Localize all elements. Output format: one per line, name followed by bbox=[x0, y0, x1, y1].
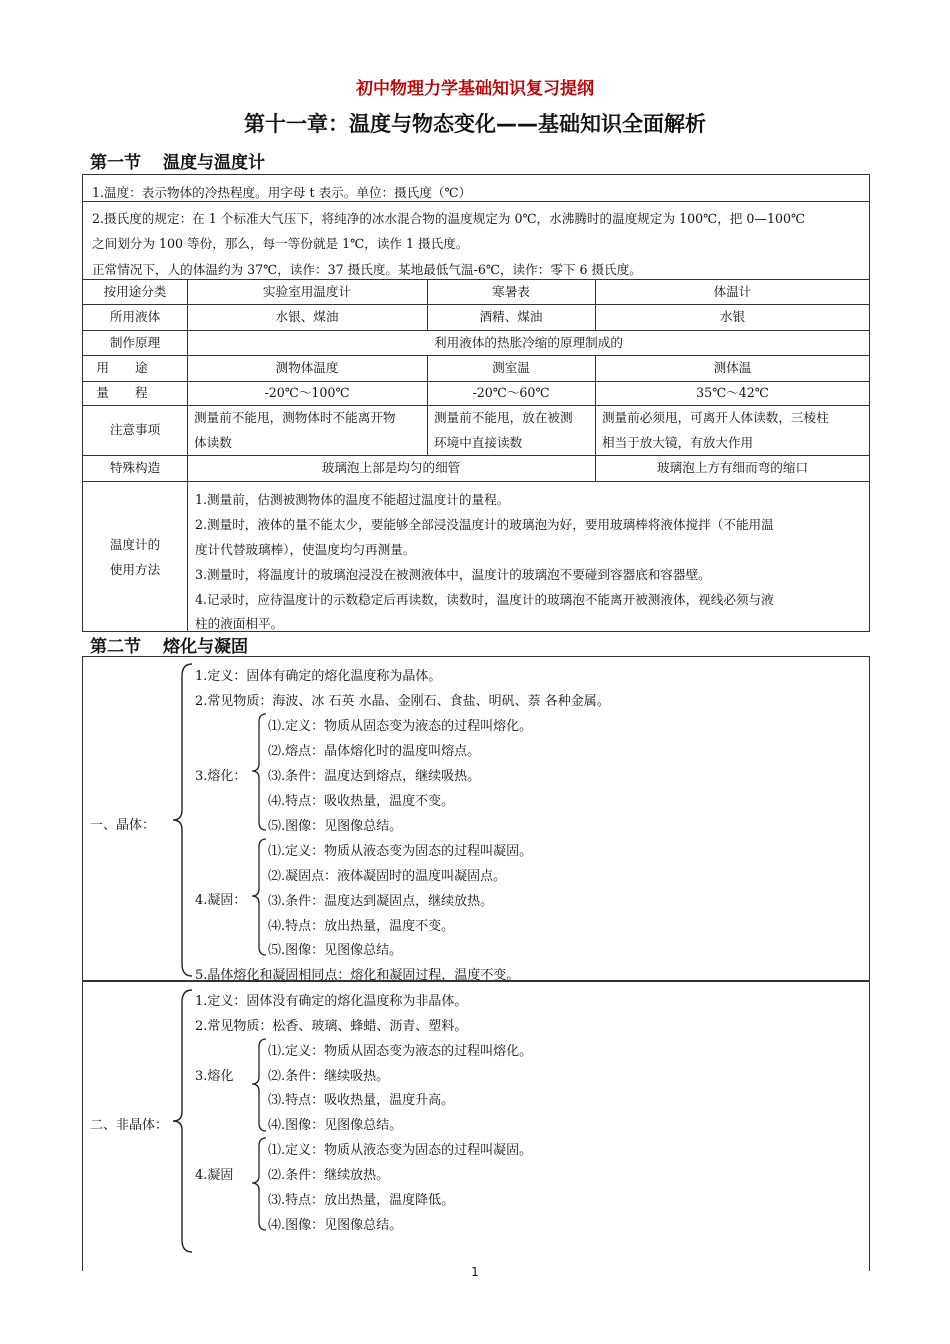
usage-step: 1.测量前，估测被测物体的温度不能超过温度计的量程。 bbox=[195, 492, 510, 507]
table-cell: 测物体温度 bbox=[275, 360, 339, 375]
celsius-definition-line: 之间划分为 100 等份，那么，每一等份就是 1℃，读作 1 摄氏度。 bbox=[92, 236, 469, 251]
temperature-definition: 1.温度：表示物体的冷热程度。用字母 t 表示。单位：摄氏度（℃） bbox=[92, 185, 472, 200]
table-cell: 所用液体 bbox=[109, 309, 161, 324]
brace-icon bbox=[170, 662, 194, 978]
outline-subitem: ⑷.图像：见图像总结。 bbox=[268, 1218, 403, 1233]
brace-icon bbox=[250, 1037, 268, 1133]
outline-subitem: ⑷.特点：放出热量，温度不变。 bbox=[268, 919, 455, 934]
thermometer-table bbox=[82, 174, 870, 632]
amorphous-label: 二、非晶体： bbox=[90, 1118, 169, 1133]
table-cell: 玻璃泡上部是均匀的细管 bbox=[321, 460, 461, 475]
outline-item: 4.凝固 bbox=[195, 1168, 234, 1183]
brace-icon bbox=[250, 712, 268, 832]
table-cell-line: 测量前不能甩，测物体时不能离开物 bbox=[194, 410, 396, 425]
outline-subitem: ⑴.定义：物质从液态变为固态的过程叫凝固。 bbox=[268, 844, 533, 859]
celsius-definition-line: 2.摄氏度的规定：在 1 个标准大气压下，将纯净的冰水混合物的温度规定为 0℃，水沸腾时的温度规定为 100℃，把 0—100℃ bbox=[92, 211, 806, 226]
section-title: 温度与温度计 bbox=[163, 153, 265, 173]
table-cell: 用途 bbox=[96, 360, 174, 375]
table-header: 体温计 bbox=[713, 283, 752, 299]
chapter-title: 第十一章：温度与物态变化——基础知识全面解析 bbox=[244, 112, 706, 136]
section-title: 熔化与凝固 bbox=[163, 637, 248, 657]
outline-subitem: ⑷.图像：见图像总结。 bbox=[268, 1118, 403, 1133]
outline-item: 2.常见物质：海波、冰 石英 水晶、金刚石、食盐、明矾、萘 各种金属。 bbox=[195, 694, 610, 709]
outline-subitem: ⑵.条件：继续吸热。 bbox=[268, 1069, 390, 1084]
outline-item: 4.凝固： bbox=[195, 893, 247, 908]
table-cell: 注意事项 bbox=[109, 422, 161, 437]
outline-subitem: ⑴.定义：物质从固态变为液态的过程叫熔化。 bbox=[268, 1044, 533, 1059]
outline-item: 3.熔化： bbox=[195, 769, 247, 784]
table-cell-line: 温度计的 bbox=[109, 536, 161, 552]
brace-icon bbox=[250, 837, 268, 957]
table-cell: 水银 bbox=[719, 309, 746, 324]
table-header: 实验室用温度计 bbox=[262, 283, 352, 299]
brace-icon bbox=[170, 988, 194, 1254]
table-cell-line: 测量前不能甩，放在被测 bbox=[434, 410, 573, 425]
usage-step: 2.测量时，液体的量不能太少，要能够全部浸没温度计的玻璃泡为好，要用玻璃棒将液体搅拌（不能用温 bbox=[195, 517, 774, 532]
section-number: 第二节 bbox=[90, 637, 141, 657]
body-temperature-note: 正常情况下，人的体温约为 37℃，读作：37 摄氏度。某地最低气温-6℃，读作：零下 6 摄氏度。 bbox=[92, 262, 642, 277]
outline-subitem: ⑵.条件：继续放热。 bbox=[268, 1168, 390, 1183]
outline-subitem: ⑸.图像：见图像总结。 bbox=[268, 819, 403, 834]
outline-subitem: ⑶.条件：温度达到熔点，继续吸热。 bbox=[268, 769, 481, 784]
outline-subitem: ⑵.凝固点：液体凝固时的温度叫凝固点。 bbox=[268, 869, 507, 884]
usage-step: 3.测量时，将温度计的玻璃泡浸没在被测液体中，温度计的玻璃泡不要碰到容器底和容器壁。 bbox=[195, 567, 711, 582]
outline-item: 2.常见物质：松香、玻璃、蜂蜡、沥青、塑料。 bbox=[195, 1019, 468, 1034]
table-cell: 酒精、煤油 bbox=[479, 309, 543, 324]
table-cell: 制作原理 bbox=[109, 334, 161, 350]
outline-subitem: ⑵.熔点：晶体熔化时的温度叫熔点。 bbox=[268, 744, 481, 759]
table-cell: 测室温 bbox=[492, 360, 530, 375]
table-cell: -20℃～60℃ bbox=[472, 385, 550, 400]
document-title: 初中物理力学基础知识复习提纲 bbox=[356, 79, 594, 99]
outline-item: 5.晶体熔化和凝固相同点：熔化和凝固过程，温度不变。 bbox=[195, 968, 520, 983]
outline-subitem: ⑸.图像：见图像总结。 bbox=[268, 943, 403, 958]
table-cell: 特殊构造 bbox=[109, 460, 161, 475]
outline-subitem: ⑴.定义：物质从固态变为液态的过程叫熔化。 bbox=[268, 719, 533, 734]
outline-item: 3.熔化 bbox=[195, 1069, 234, 1084]
section-heading-1 bbox=[90, 148, 265, 173]
table-cell: 35℃～42℃ bbox=[696, 385, 769, 400]
table-cell-line: 体读数 bbox=[194, 435, 232, 450]
crystal-label: 一、晶体： bbox=[90, 818, 156, 833]
table-cell: 测体温 bbox=[713, 360, 752, 375]
table-header: 寒暑表 bbox=[492, 283, 530, 299]
section-number: 第一节 bbox=[90, 153, 141, 173]
table-header: 按用途分类 bbox=[103, 283, 167, 299]
table-cell-line: 使用方法 bbox=[109, 561, 161, 577]
outline-subitem: ⑶.条件：温度达到凝固点，继续放热。 bbox=[268, 894, 494, 909]
outline-subitem: ⑶.特点：吸收热量，温度升高。 bbox=[268, 1093, 455, 1108]
table-cell-line: 环境中直接读数 bbox=[434, 435, 523, 450]
outline-subitem: ⑶.特点：放出热量，温度降低。 bbox=[268, 1193, 455, 1208]
table-cell: 利用液体的热胀冷缩的原理制成的 bbox=[434, 334, 623, 350]
section-heading-2 bbox=[90, 632, 248, 657]
table-cell: -20℃～100℃ bbox=[264, 385, 350, 400]
outline-subitem: ⑷.特点：吸收热量，温度不变。 bbox=[268, 794, 455, 809]
page-number: 1 bbox=[471, 1265, 479, 1279]
table-cell-line: 测量前必须甩，可离开人体读数，三棱柱 bbox=[602, 410, 829, 425]
brace-icon bbox=[250, 1136, 268, 1232]
outline-subitem: ⑴.定义：物质从液态变为固态的过程叫凝固。 bbox=[268, 1143, 533, 1158]
usage-step: 4.记录时，应待温度计的示数稳定后再读数，读数时，温度计的玻璃泡不能离开被测液体，视线必须与液 bbox=[195, 592, 774, 607]
usage-step: 度计代替玻璃棒），使温度均匀再测量。 bbox=[195, 542, 416, 557]
table-cell: 玻璃泡上方有细而弯的缩口 bbox=[656, 460, 809, 475]
outline-item: 1.定义：固体没有确定的熔化温度称为非晶体。 bbox=[195, 994, 468, 1009]
table-cell-line: 相当于放大镜，有放大作用 bbox=[602, 435, 754, 450]
outline-item: 1.定义：固体有确定的熔化温度称为晶体。 bbox=[195, 669, 442, 684]
table-cell: 水银、煤油 bbox=[275, 309, 339, 324]
usage-step: 柱的液面相平。 bbox=[195, 616, 284, 631]
table-cell: 量程 bbox=[96, 385, 174, 400]
